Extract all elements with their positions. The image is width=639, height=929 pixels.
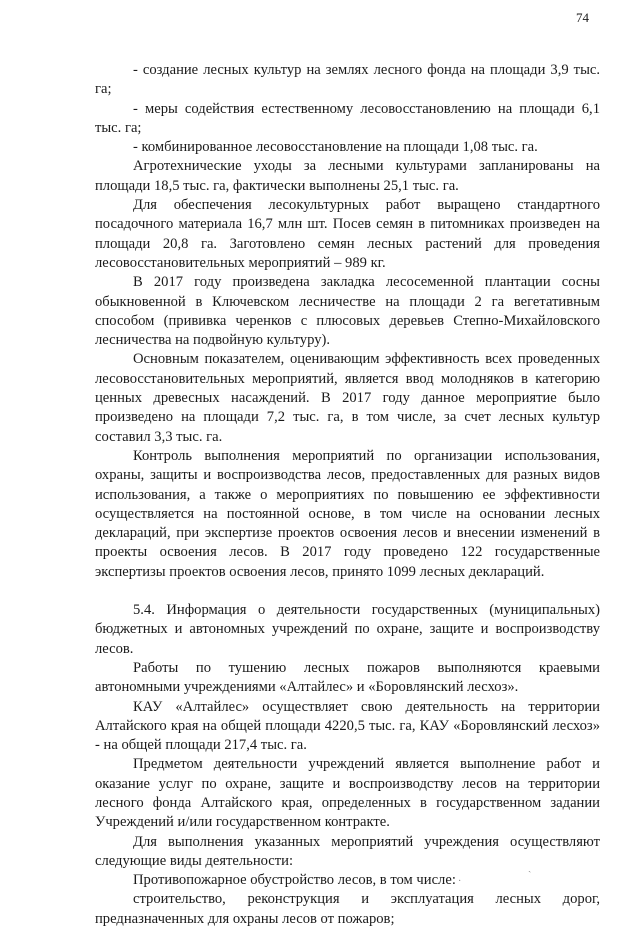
paragraph-forest-roads: строительство, реконструкция и эксплуатация лесных дорог, предназначенных для охраны лесов от пожаров; [95, 891, 600, 927]
page-body [95, 61, 600, 929]
paragraph-fire-fighting: Работы по тушению лесных пожаров выполняются краевыми автономными учреждениями «Алтайлес» и «Боровлянский лесхоз». [95, 659, 600, 696]
scan-speck: ˎ [528, 862, 532, 873]
list-item-forest-cultures: - создание лесных культур на землях лесного фонда на площади 3,9 тыс. га; [95, 62, 600, 98]
paragraph-fire-arrangement: Противопожарное обустройство лесов, в том числе: [133, 872, 456, 889]
paragraph-planting-material: Для обеспечения лесокультурных работ выращено стандартного посадочного материала 16,7 млн шт. Посев семян в питомниках произведен на площади 20,8 га. Заготовлено семян лесных растений для проведения лесовосстановительных мероприятий – 989 кг. [95, 197, 600, 271]
paragraph-control: Контроль выполнения мероприятий по организации использования, охраны, защиты и воспроизводства лесов, предоставленных для разных видов использования, а также о мероприятиях по повышению ее эффективности осуществляется на постоянной основе, в том числе на основании лесных деклараций, при экспертизе проектов освоения лесов и внесении изменений в проекты освоения лесов. В 2017 году проведено 122 государственные экспертизы проектов освоения лесов, принято 1099 лесных деклараций. [95, 447, 600, 580]
scan-speck: · [458, 876, 462, 887]
page-number: 74 [576, 10, 589, 25]
paragraph-altailes-area: КАУ «Алтайлес» осуществляет свою деятельность на территории Алтайского края на общей площади 4220,5 тыс. га, КАУ «Боровлянский лесхоз» - на общей площади 217,4 тыс. га. [95, 698, 600, 754]
paragraph-agrotechnical-care: Агротехнические уходы за лесными культурами запланированы на площади 18,5 тыс. га, фактически выполнены 25,1 тыс. га. [95, 158, 600, 194]
paragraph-seed-plantation: В 2017 году произведена закладка лесосеменной плантации сосны обыкновенной в Ключевском лесничестве на площади 2 га вегетативным способом (прививка черенков с плюсовых деревьев Степно-Михайловского лесничества на подвойную культуру). [95, 274, 600, 349]
list-item-combined-regeneration: - комбинированное лесовосстановление на площади 1,08 тыс. га. [133, 139, 538, 156]
list-item-natural-regeneration: - меры содействия естественному лесовосстановлению на площади 6,1 тыс. га; [95, 100, 600, 136]
section-gap [95, 582, 600, 601]
paragraph-subject-of-activity: Предметом деятельности учреждений является выполнение работ и оказание услуг по охране, защите и воспроизводству лесов на территории лесного фонда Алтайского края, определенных в государственном задании Учреждений и/или государственном контракте. [95, 756, 600, 831]
section-heading-5-4: 5.4. Информация о деятельности государственных (муниципальных) бюджетных и автономных учреждений по охране, защите и воспроизводству лесов. [95, 602, 600, 657]
paragraph-activities-intro: Для выполнения указанных мероприятий учреждения осуществляют следующие виды деятельности: [95, 833, 600, 869]
paragraph-main-indicator: Основным показателем, оценивающим эффективность всех проведенных лесовосстановительных мероприятий, является ввод молодняков в категорию ценных древесных насаждений. В 2017 году данное мероприятие было произведено на площади 7,2 тыс. га, в том числе, за счет лесных культур составил 3,3 тыс. га. [95, 351, 600, 445]
